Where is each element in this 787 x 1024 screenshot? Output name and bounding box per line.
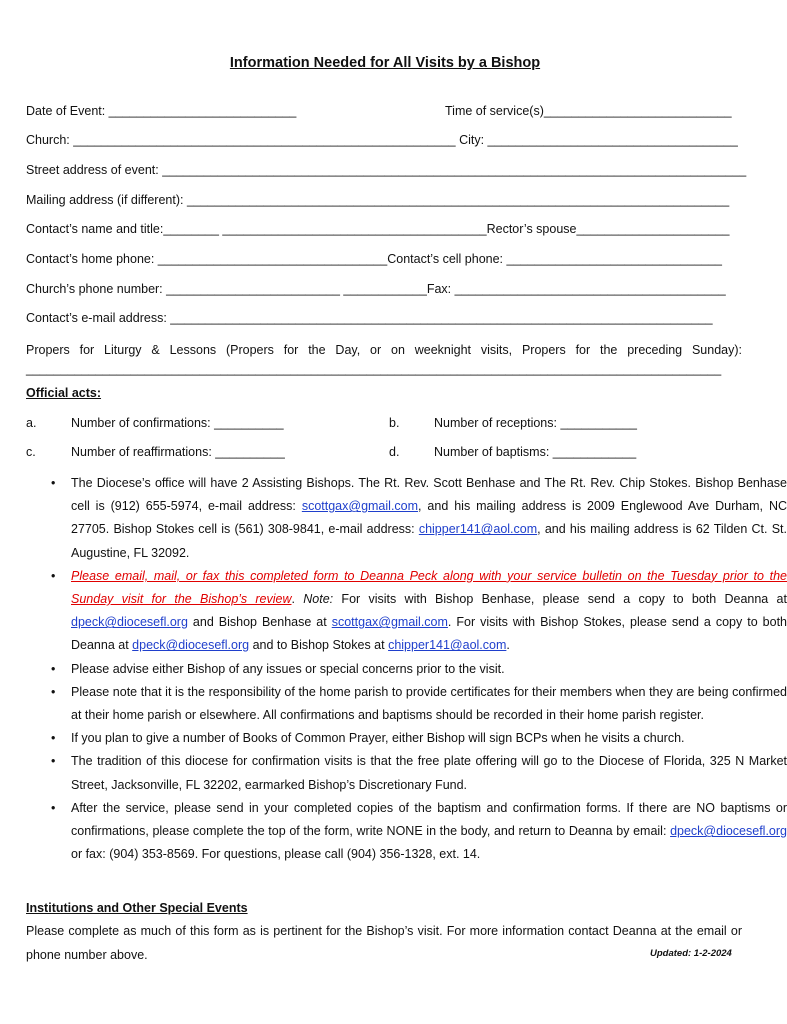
bullet-icon: • xyxy=(51,684,56,699)
bullet-icon: • xyxy=(51,731,56,746)
phone-fields[interactable]: Contact’s home phone: _________________________________Contact’s cell phone: _______________________________ xyxy=(26,252,723,266)
note-text: , and his mailing address is 62 Tilden Ct. St. Augustine, FL 32092. xyxy=(71,522,787,560)
propers-text: Propers for Liturgy & Lessons (Propers for the Day, or on weeknight visits, Propers for the preceding Sunday): ____________________________________________________________________________________________________ xyxy=(26,343,742,376)
bullet-icon: • xyxy=(51,661,56,676)
act-letter: a. xyxy=(26,416,37,430)
email-link[interactable]: chipper141@aol.com xyxy=(388,638,507,653)
list-item xyxy=(51,681,787,727)
instruction-highlight: Please email, mail, or fax this completed form to Deanna Peck along with your service bulletin on the Tuesday prior to the Sunday visit for the Bishop’s review xyxy=(71,568,787,607)
email-link[interactable]: dpeck@diocesefl.org xyxy=(132,638,250,653)
updated-date: Updated: 1-2-2024 xyxy=(650,948,732,959)
note-text: If you plan to give a number of Books of Common Prayer, either Bishop will sign BCPs when he visits a church. xyxy=(71,731,685,746)
note-text: Please note that it is the responsibility of the home parish to provide certificates for their members when they are being confirmed at their home parish or elsewhere. All confirmations and baptisms should be recorded in their home parish register. xyxy=(71,684,787,723)
email-link[interactable]: scottgax@gmail.com xyxy=(331,615,448,630)
bullet-icon: • xyxy=(51,754,56,769)
church-city-field[interactable]: Church: _______________________________________________________ City: ____________________________________ xyxy=(26,133,738,147)
bullet-icon: • xyxy=(51,476,56,490)
list-item xyxy=(51,472,787,565)
notes-list xyxy=(26,472,787,866)
act-letter: d. xyxy=(389,445,400,459)
note-text: or fax: (904) 353-8569. For questions, please call (904) 356-1328, ext. 14. xyxy=(71,847,481,862)
act-letter: b. xyxy=(389,416,400,430)
date-of-event-field[interactable]: Date of Event: ___________________________ xyxy=(26,104,297,118)
act-letter: c. xyxy=(26,445,36,459)
bullet-icon: • xyxy=(51,800,56,815)
reaffirmations-field[interactable]: Number of reaffirmations: __________ xyxy=(71,445,285,459)
email-link[interactable]: chipper141@aol.com xyxy=(418,522,538,537)
bullet-icon: • xyxy=(51,568,56,583)
page-title: Information Needed for All Visits by a Bishop xyxy=(229,55,541,71)
note-text: and to Bishop Stokes at xyxy=(249,638,389,653)
church-phone-fax-field[interactable]: Church’s phone number: _________________________ ____________Fax: _______________________________________ xyxy=(26,282,726,296)
note-text: . For visits with Bishop Stokes, please send a copy to both Deanna at xyxy=(71,615,787,653)
list-item xyxy=(51,727,787,750)
institutions-body: Please complete as much of this form as is pertinent for the Bishop’s visit. For more information contact Deanna at the email or phone number above. xyxy=(26,924,742,962)
official-acts-heading: Official acts: xyxy=(26,386,102,400)
list-item xyxy=(51,797,787,867)
street-address-field[interactable]: Street address of event: ____________________________________________________________________________________ xyxy=(26,163,747,177)
note-text: After the service, please send in your completed copies of the baptism and confirmation forms. If there are NO baptisms or confirmations, please complete the top of the form, write NONE in the body, and return to Deanna by email: xyxy=(71,800,787,839)
receptions-field[interactable]: Number of receptions: ___________ xyxy=(434,416,637,430)
note-text: The tradition of this diocese for confirmation visits is that the free plate offering will go to the Diocese of Florida, 325 N Market Street, Jacksonville, FL 32202, earmarked Bishop’s Discretionary Fund. xyxy=(71,754,787,792)
note-text: . xyxy=(506,638,510,653)
note-text: . xyxy=(291,592,304,607)
confirmations-field[interactable]: Number of confirmations: __________ xyxy=(71,416,284,430)
list-item xyxy=(51,658,787,681)
time-of-service-field[interactable]: Time of service(s)___________________________ xyxy=(445,104,732,118)
note-text: For visits with Bishop Benhase, please send a copy to both Deanna at xyxy=(333,592,787,607)
email-link[interactable]: dpeck@diocesefl.org xyxy=(71,615,188,630)
note-text: and Bishop Benhase at xyxy=(187,615,332,630)
mailing-address-field[interactable]: Mailing address (if different): ______________________________________________________________________________ xyxy=(26,193,730,207)
institutions-heading: Institutions and Other Special Events xyxy=(26,901,248,915)
propers-field[interactable] xyxy=(26,341,742,379)
note-text: Please advise either Bishop of any issues or special concerns prior to the visit. xyxy=(71,661,505,676)
email-link[interactable]: scottgax@gmail.com xyxy=(301,499,419,514)
list-item xyxy=(51,565,787,658)
note-text: The Diocese’s office will have 2 Assisting Bishops. The Rt. Rev. Scott Benhase and The Rt. Rev. Chip Stokes. Bishop Benhase cell is (912) 655-5974, e-mail address: xyxy=(71,476,787,514)
note-text: , and his mailing address is 2009 Englewood Ave Durham, NC 27705. Bishop Stokes cell is (561) 308-9841, e-mail address: xyxy=(71,499,787,537)
contact-name-field[interactable]: Contact’s name and title:________ ______________________________________Rector’s spouse______________________ xyxy=(26,222,730,236)
email-link[interactable]: dpeck@diocesefl.org xyxy=(670,824,787,839)
contact-email-field[interactable]: Contact’s e-mail address: ______________________________________________________________________________ xyxy=(26,311,713,325)
baptisms-field[interactable]: Number of baptisms: ____________ xyxy=(434,445,637,459)
note-label: Note: xyxy=(303,592,334,607)
list-item xyxy=(51,750,787,796)
